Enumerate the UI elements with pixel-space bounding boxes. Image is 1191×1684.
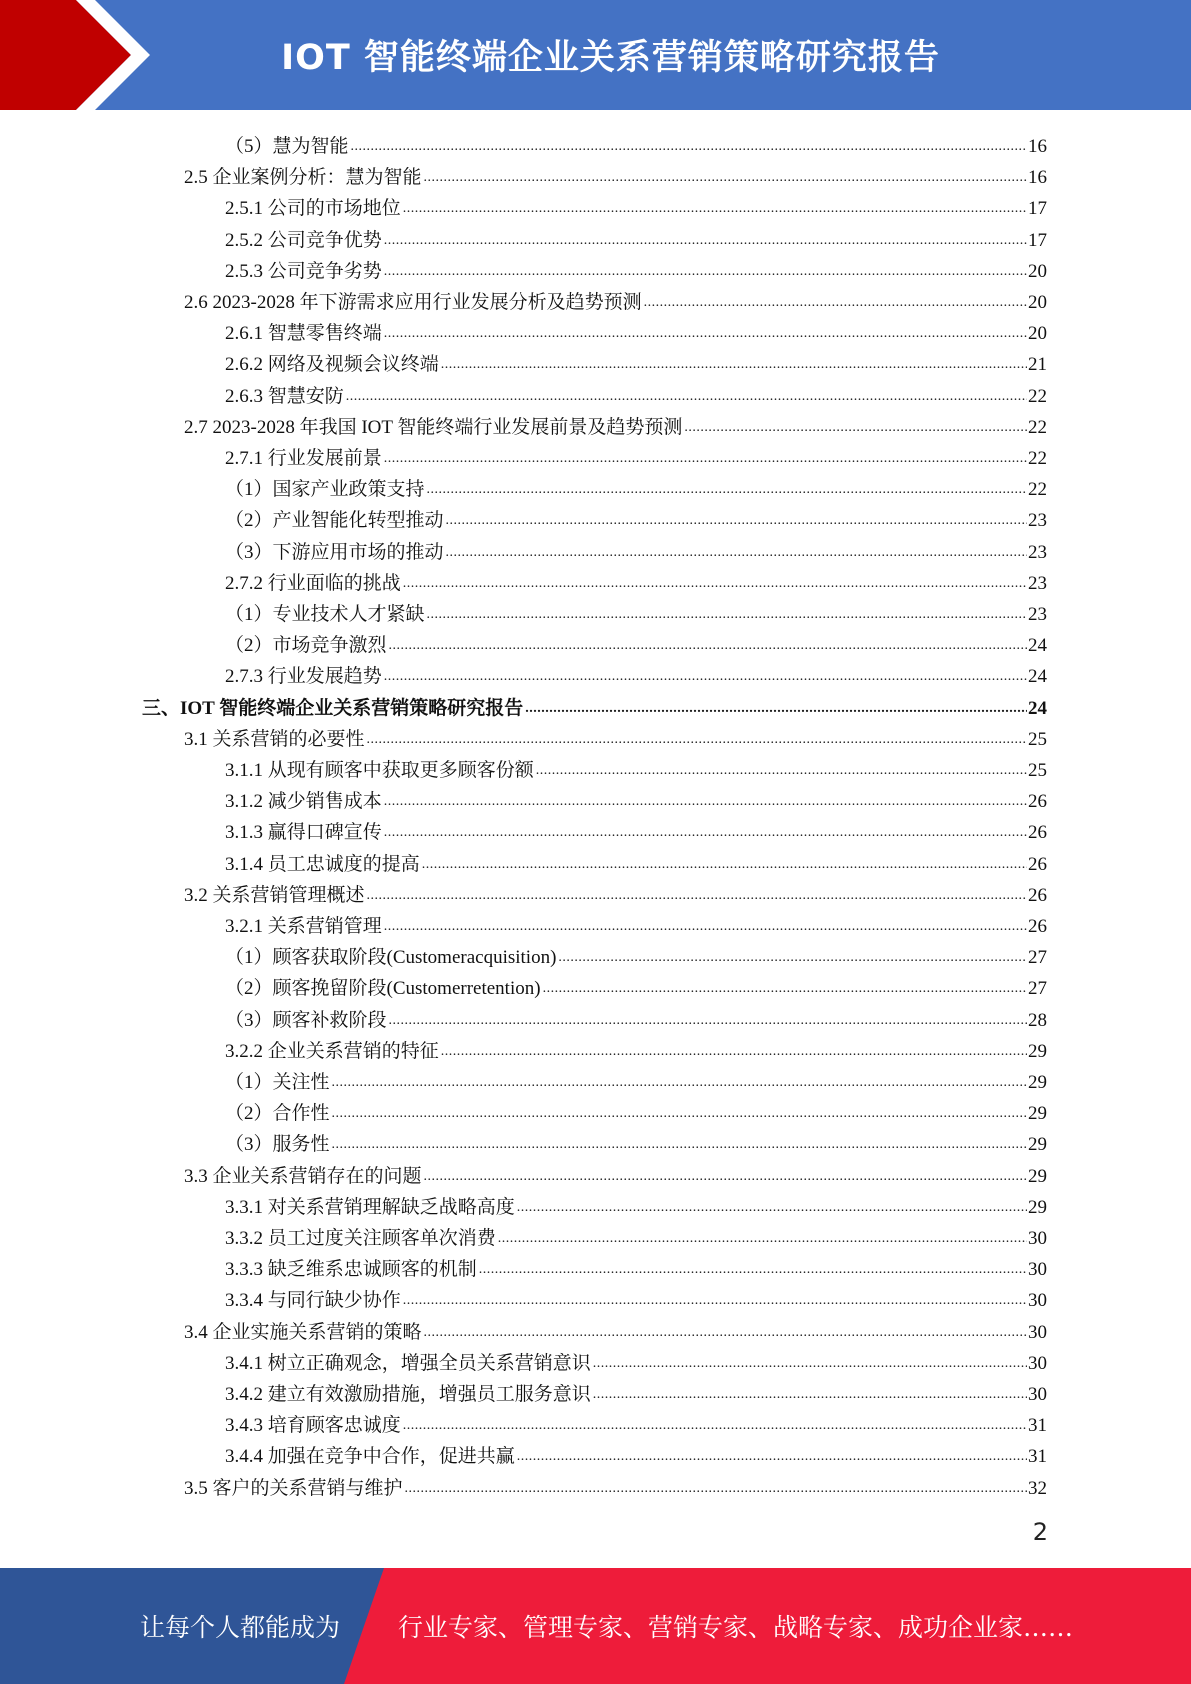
toc-entry-page: 26 — [1028, 853, 1047, 875]
toc-entry-page: 27 — [1028, 947, 1047, 969]
toc-entry-title: 3.2.1 关系营销管理 — [225, 916, 382, 937]
toc-leader-dots — [384, 325, 1027, 343]
toc-leader-dots — [446, 512, 1027, 530]
toc-entry-page: 30 — [1028, 1259, 1047, 1281]
toc-entry-title: 三、IOT 智能终端企业关系营销策略研究报告 — [142, 697, 524, 719]
toc-leader-dots — [593, 1386, 1027, 1404]
toc-entry-page: 23 — [1028, 510, 1047, 532]
toc-entry[interactable] — [184, 284, 1047, 314]
toc-leader-dots — [424, 1324, 1027, 1342]
toc-leader-dots — [441, 356, 1027, 374]
toc-entry[interactable] — [225, 1095, 1047, 1125]
toc-entry-page: 16 — [1028, 136, 1047, 157]
toc-entry-title: 2.6.3 智慧安防 — [225, 385, 344, 407]
footer-slogan-left: 让每个人都能成为 — [140, 1613, 341, 1642]
toc-entry-page: 29 — [1028, 1165, 1047, 1187]
page-number: 2 — [1032, 1518, 1048, 1546]
toc-leader-dots — [351, 138, 1027, 156]
toc-entry[interactable] — [225, 190, 1047, 220]
toc-entry-page: 32 — [1028, 1477, 1047, 1499]
toc-entry[interactable] — [184, 721, 1047, 751]
toc-entry-page: 31 — [1028, 1415, 1047, 1437]
toc-leader-dots — [389, 1012, 1027, 1030]
toc-entry[interactable] — [225, 222, 1047, 252]
toc-leader-dots — [384, 824, 1027, 842]
toc-entry-page: 23 — [1028, 541, 1047, 563]
toc-entry-title: （1）关注性 — [225, 1072, 330, 1093]
toc-entry-page: 29 — [1028, 1072, 1047, 1093]
toc-entry-title: 3.1.3 赢得口碑宣传 — [225, 822, 382, 844]
toc-entry-page: 30 — [1028, 1228, 1047, 1249]
toc-entry-title: 3.3.4 与同行缺少协作 — [225, 1290, 401, 1312]
toc-entry-title: （3）下游应用市场的推动 — [225, 541, 444, 563]
toc-entry[interactable] — [225, 783, 1047, 813]
toc-leader-dots — [346, 388, 1027, 406]
toc-leader-dots — [384, 450, 1027, 468]
toc-leader-dots — [403, 575, 1027, 593]
toc-entry[interactable] — [225, 658, 1047, 688]
toc-entry[interactable] — [184, 1158, 1047, 1188]
toc-entry[interactable] — [184, 1470, 1047, 1500]
toc-entry-page: 31 — [1028, 1446, 1047, 1468]
toc-entry[interactable] — [225, 565, 1047, 595]
toc-entry[interactable] — [225, 1407, 1047, 1437]
toc-entry-title: 3.2.2 企业关系营销的特征 — [225, 1040, 439, 1062]
toc-entry-page: 26 — [1028, 916, 1047, 937]
toc-entry-page: 29 — [1028, 1103, 1047, 1125]
toc-entry[interactable] — [225, 1220, 1047, 1250]
toc-leader-dots — [498, 1230, 1027, 1248]
toc-entry-title: 2.7.3 行业发展趋势 — [225, 666, 382, 688]
toc-entry[interactable] — [142, 690, 1047, 720]
toc-leader-dots — [441, 1043, 1027, 1061]
toc-entry-title: 2.5 企业案例分析：慧为智能 — [184, 167, 422, 189]
toc-entry[interactable] — [225, 1189, 1047, 1219]
toc-entry-title: （2）合作性 — [225, 1103, 330, 1125]
toc-entry[interactable] — [225, 534, 1047, 564]
toc-entry-page: 22 — [1028, 448, 1047, 469]
toc-entry-page: 26 — [1028, 791, 1047, 813]
toc-leader-dots — [424, 1168, 1027, 1186]
toc-entry-title: 3.1.2 减少销售成本 — [225, 791, 382, 813]
toc-entry[interactable] — [225, 846, 1047, 876]
toc-entry-title: 3.4.3 培育顾客忠诚度 — [225, 1415, 401, 1437]
toc-leader-dots — [384, 263, 1027, 281]
toc-entry[interactable] — [225, 596, 1047, 626]
toc-entry[interactable] — [184, 409, 1047, 439]
toc-leader-dots — [405, 1480, 1027, 1498]
toc-entry-title: 3.5 客户的关系营销与维护 — [184, 1477, 403, 1499]
toc-entry[interactable] — [225, 1251, 1047, 1281]
toc-entry-page: 30 — [1028, 1290, 1047, 1312]
toc-entry[interactable] — [225, 440, 1047, 470]
toc-entry-page: 24 — [1028, 635, 1047, 657]
page-footer — [0, 1568, 1191, 1684]
toc-entry-page: 20 — [1028, 260, 1047, 282]
toc-entry-title: （5）慧为智能 — [225, 136, 349, 157]
toc-entry[interactable] — [225, 908, 1047, 938]
toc-entry-title: 3.2 关系营销管理概述 — [184, 884, 365, 906]
toc-entry-title: 2.7.1 行业发展前景 — [225, 448, 382, 469]
toc-entry-title: 3.3.1 对关系营销理解缺乏战略高度 — [225, 1196, 515, 1218]
toc-leader-dots — [403, 1292, 1027, 1310]
toc-entry-page: 25 — [1028, 760, 1047, 781]
toc-entry[interactable] — [225, 128, 1047, 158]
toc-entry[interactable] — [225, 1064, 1047, 1094]
footer-slogan-right: 行业专家、管理专家、营销专家、战略专家、成功企业家…… — [398, 1613, 1074, 1642]
toc-entry[interactable] — [225, 1282, 1047, 1312]
toc-leader-dots — [403, 1417, 1027, 1435]
toc-entry-title: （3）顾客补救阶段 — [225, 1009, 387, 1031]
toc-entry-page: 23 — [1028, 572, 1047, 594]
toc-entry-page: 20 — [1028, 292, 1047, 313]
toc-entry-page: 30 — [1028, 1321, 1047, 1343]
toc-entry-title: （2）产业智能化转型推动 — [225, 510, 444, 532]
toc-entry[interactable] — [225, 315, 1047, 345]
toc-entry[interactable] — [184, 159, 1047, 189]
toc-entry-title: （2）市场竞争激烈 — [225, 635, 387, 657]
toc-entry-title: 3.4.1 树立正确观念，增强全员关系营销意识 — [225, 1352, 591, 1374]
toc-entry[interactable] — [225, 1126, 1047, 1156]
toc-entry-title: （2）顾客挽留阶段(Customerretention) — [225, 978, 541, 1000]
toc-entry-title: 2.6.1 智慧零售终端 — [225, 323, 382, 345]
toc-entry-title: 3.4.2 建立有效激励措施，增强员工服务意识 — [225, 1384, 591, 1405]
toc-leader-dots — [536, 762, 1027, 780]
toc-entry[interactable] — [225, 627, 1047, 657]
toc-leader-dots — [384, 668, 1027, 686]
toc-entry-page: 22 — [1028, 479, 1047, 501]
toc-entry[interactable] — [225, 1376, 1047, 1406]
toc-entry-page: 28 — [1028, 1009, 1047, 1031]
toc-leader-dots — [332, 1074, 1027, 1092]
toc-entry[interactable] — [225, 970, 1047, 1000]
toc-entry[interactable] — [225, 939, 1047, 969]
toc-entry-title: 2.5.1 公司的市场地位 — [225, 198, 401, 220]
toc-leader-dots — [422, 856, 1027, 874]
toc-leader-dots — [427, 606, 1027, 624]
toc-entry-title: 3.3.2 员工过度关注顾客单次消费 — [225, 1228, 496, 1249]
toc-entry-page: 29 — [1028, 1040, 1047, 1062]
toc-leader-dots — [367, 731, 1027, 749]
toc-leader-dots — [525, 700, 1027, 718]
toc-entry-title: 2.7.2 行业面临的挑战 — [225, 572, 401, 594]
toc-entry-title: 3.1 关系营销的必要性 — [184, 728, 365, 750]
toc-entry[interactable] — [225, 378, 1047, 408]
toc-entry[interactable] — [225, 253, 1047, 283]
toc-entry-title: （3）服务性 — [225, 1134, 330, 1156]
toc-leader-dots — [543, 980, 1027, 998]
toc-entry[interactable] — [225, 1002, 1047, 1032]
toc-leader-dots — [384, 232, 1027, 250]
page-header — [0, 0, 1191, 110]
toc-leader-dots — [593, 1355, 1027, 1373]
toc-entry-title: 2.6 2023-2028 年下游需求应用行业发展分析及趋势预测 — [184, 292, 642, 313]
toc-leader-dots — [446, 544, 1027, 562]
toc-entry-page: 27 — [1028, 978, 1047, 1000]
toc-entry-title: 3.3 企业关系营销存在的问题 — [184, 1165, 422, 1187]
toc-entry[interactable] — [225, 502, 1047, 532]
toc-leader-dots — [558, 949, 1027, 967]
toc-entry-title: 3.3.3 缺乏维系忠诚顾客的机制 — [225, 1259, 477, 1281]
toc-entry[interactable] — [225, 1345, 1047, 1375]
toc-leader-dots — [367, 887, 1027, 905]
toc-entry-page: 21 — [1028, 354, 1047, 376]
toc-entry-page: 23 — [1028, 604, 1047, 625]
toc-leader-dots — [424, 169, 1027, 187]
toc-entry-title: 2.6.2 网络及视频会议终端 — [225, 354, 439, 376]
toc-entry-title: （1）顾客获取阶段(Customeracquisition) — [225, 947, 557, 969]
toc-entry-page: 16 — [1028, 167, 1047, 189]
toc-leader-dots — [389, 637, 1027, 655]
toc-entry-page: 24 — [1028, 666, 1047, 688]
toc-leader-dots — [684, 419, 1027, 437]
toc-entry-page: 29 — [1028, 1134, 1047, 1156]
toc-entry-title: 3.1.4 员工忠诚度的提高 — [225, 853, 420, 875]
toc-leader-dots — [479, 1261, 1027, 1279]
toc-leader-dots — [384, 793, 1027, 811]
toc-leader-dots — [403, 200, 1027, 218]
toc-entry-page: 20 — [1028, 323, 1047, 345]
toc-leader-dots — [332, 1105, 1027, 1123]
toc-entry[interactable] — [225, 346, 1047, 376]
toc-entry[interactable] — [225, 814, 1047, 844]
toc-entry[interactable] — [184, 877, 1047, 907]
toc-leader-dots — [384, 918, 1027, 936]
toc-leader-dots — [644, 294, 1027, 312]
toc-entry-page: 24 — [1028, 697, 1047, 719]
toc-entry-title: 2.7 2023-2028 年我国 IOT 智能终端行业发展前景及趋势预测 — [184, 416, 683, 438]
toc-entry-page: 26 — [1028, 822, 1047, 844]
toc-leader-dots — [517, 1199, 1027, 1217]
toc-entry-title: 2.5.3 公司竞争劣势 — [225, 260, 382, 282]
toc-entry-title: （1）专业技术人才紧缺 — [225, 604, 425, 625]
toc-entry[interactable] — [225, 1033, 1047, 1063]
toc-entry-title: 3.4 企业实施关系营销的策略 — [184, 1321, 422, 1343]
toc-entry-title: 2.5.2 公司竞争优势 — [225, 229, 382, 251]
toc-entry[interactable] — [225, 1438, 1047, 1468]
toc-entry-page: 29 — [1028, 1196, 1047, 1218]
toc-entry-page: 30 — [1028, 1352, 1047, 1374]
toc-entry-page: 26 — [1028, 884, 1047, 906]
toc-leader-dots — [517, 1448, 1027, 1466]
toc-entry-page: 22 — [1028, 416, 1047, 438]
toc-entry[interactable] — [184, 1314, 1047, 1344]
toc-entry[interactable] — [225, 471, 1047, 501]
toc-leader-dots — [332, 1136, 1027, 1154]
toc-entry[interactable] — [225, 752, 1047, 782]
document-title: IOT 智能终端企业关系营销策略研究报告 — [281, 38, 940, 78]
toc-entry-title: （1）国家产业政策支持 — [225, 479, 425, 501]
toc-entry-title: 3.1.1 从现有顾客中获取更多顾客份额 — [225, 760, 534, 781]
toc-entry-page: 30 — [1028, 1384, 1047, 1405]
toc-entry-page: 17 — [1028, 198, 1047, 220]
toc-leader-dots — [427, 481, 1027, 499]
toc-entry-page: 25 — [1028, 728, 1047, 750]
toc-entry-page: 17 — [1028, 229, 1047, 251]
toc-entry-page: 22 — [1028, 385, 1047, 407]
toc-entry-title: 3.4.4 加强在竞争中合作，促进共赢 — [225, 1446, 515, 1468]
